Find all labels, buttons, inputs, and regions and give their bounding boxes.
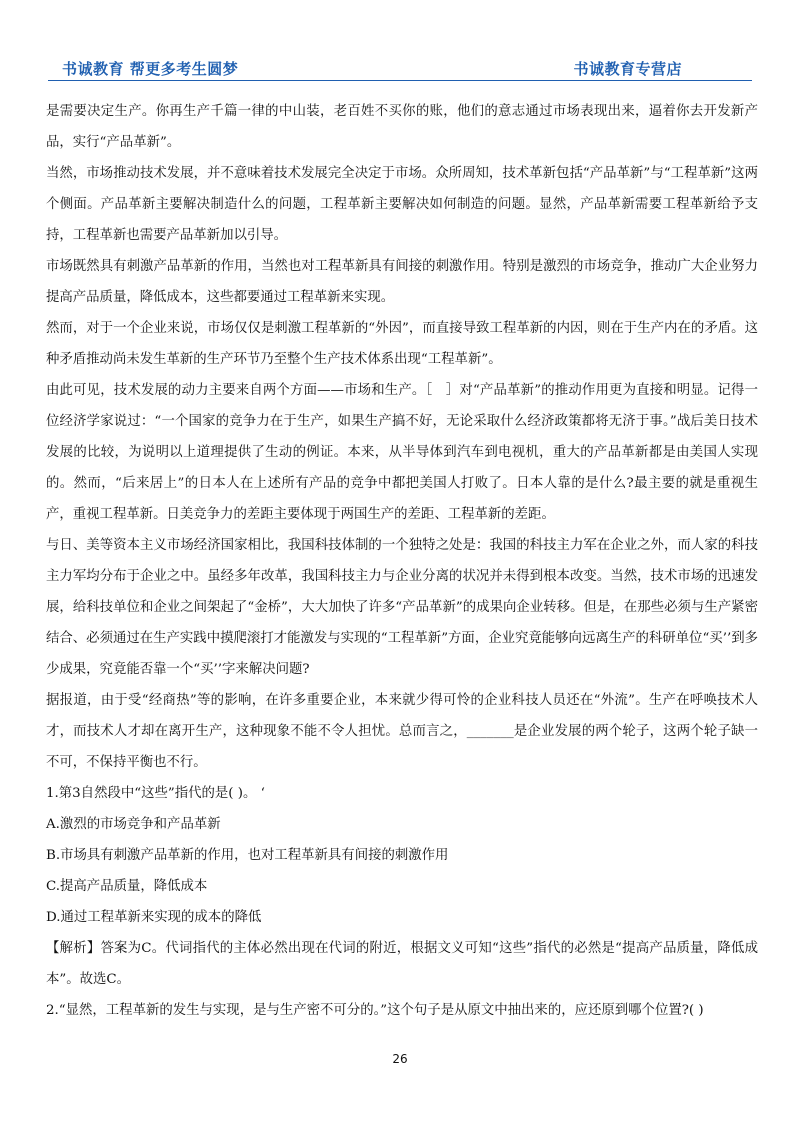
question-1-analysis: 【解析】答案为C。代词指代的主体必然出现在代词的附近，根据文义可知“这些”指代的必然是“提高产品质量，降低成本”。故选C。 (46, 941, 758, 987)
header-slogan: 书诚教育 帮更多考生圆梦 (62, 60, 239, 78)
paragraph-5: 由此可见，技术发展的动力主要来自两个方面——市场和生产。［ ］对“产品革新”的推动作用更为直接和明显。记得一位经济学家说过：“一个国家的竞争力在于生产，如果生产搞不好，无论采取什么经济政策都将无济于事。”战后美日技术发展的比较，为说明以上道理提供了生动的例证。本来，从半导体到汽车到电视机，重大的产品革新都是由美国人实现的。然而，“后来居上”的日本人在上述所有产品的竞争中都把美国人打败了。日本人靠的是什么?最主要的就是重视生产，重视工程革新。日美竞争力的差距主要体现于两国生产的差距、工程革新的差距。 (46, 383, 758, 522)
question-1-option-a: A.激烈的市场竞争和产品革新 (46, 817, 221, 832)
question-1-stem: 1.第3自然段中“这些”指代的是( )。 ‘ (46, 786, 265, 801)
paragraph-3: 市场既然具有刺激产品革新的作用，当然也对工程革新具有间接的刺激作用。特别是激烈的市场竞争，推动广大企业努力提高产品质量，降低成本，这些都要通过工程革新来实现。 (46, 259, 758, 305)
paragraph-1: 是需要决定生产。你再生产千篇一律的中山装，老百姓不买你的账，他们的意志通过市场表现出来，逼着你去开发新产品，实行“产品革新”。 (46, 104, 758, 150)
question-2-stem: 2.“显然，工程革新的发生与实现，是与生产密不可分的。”这个句子是从原文中抽出来的，应还原到哪个位置?( ) (46, 1003, 704, 1018)
question-1-option-b: B.市场具有刺激产品革新的作用，也对工程革新具有间接的刺激作用 (46, 848, 449, 863)
paragraph-4: 然而，对于一个企业来说，市场仅仅是刺激工程革新的“外因”，而直接导致工程革新的内因，则在于生产内在的矛盾。这种矛盾推动尚未发生革新的生产环节乃至整个生产技术体系出现“工程革新”。 (46, 321, 758, 367)
header-divider (48, 80, 752, 81)
paragraph-6: 与日、美等资本主义市场经济国家相比，我国科技体制的一个独特之处是：我国的科技主力军在企业之外，而人家的科技主力军均分布于企业之中。虽经多年改革，我国科技主力与企业分离的状况并未得到根本改变。当然，技术市场的迅速发展，给科技单位和企业之间架起了“金桥”，大大加快了许多“产品革新”的成果向企业转移。但是，在那些必须与生产紧密结合、必须通过在生产实践中摸爬滚打才能激发与实现的“工程革新”方面，企业究竟能够向远离生产的科研单位“买’’到多少成果，究竟能否靠一个“买’’字来解决问题? (46, 538, 758, 677)
paragraph-2: 当然，市场推动技术发展，并不意味着技术发展完全决定于市场。众所周知，技术革新包括“产品革新”与“工程革新”这两个侧面。产品革新主要解决制造什么的问题，工程革新主要解决如何制造的问题。显然，产品革新需要工程革新给予支持，工程革新也需要产品革新加以引导。 (46, 166, 758, 243)
paragraph-7: 据报道，由于受“经商热”等的影响，在许多重要企业，本来就少得可怜的企业科技人员还在“外流”。生产在呼唤技术人才，而技术人才却在离开生产，这种现象不能不令人担忧。总而言之，_______是企业发展的两个轮子，这两个轮子缺一不可，不保持平衡也不行。 (46, 693, 758, 770)
page-header (48, 54, 752, 82)
page-number: 26 (392, 1052, 408, 1066)
document-body (46, 96, 758, 1026)
question-1-option-d: D.通过工程革新来实现的成本的降低 (46, 910, 262, 925)
header-store-name: 书诚教育专营店 (573, 60, 682, 78)
question-1-option-c: C.提高产品质量，降低成本 (46, 879, 208, 894)
